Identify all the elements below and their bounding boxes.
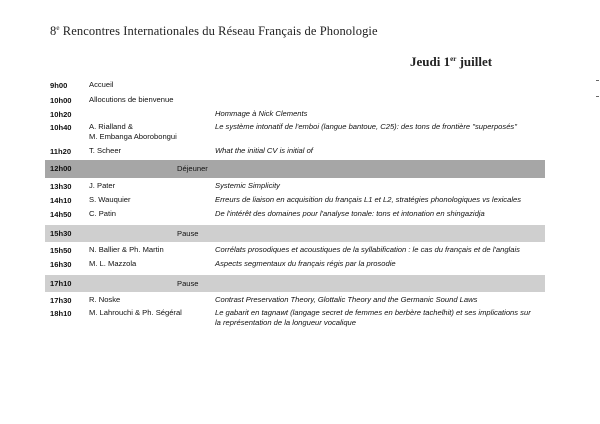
session-time: 9h00 <box>50 81 68 90</box>
talk-title: Corrélats prosodiques et acoustiques de la syllabification : le cas du français et de l'anglais <box>215 245 520 254</box>
session-time: 14h10 <box>50 196 72 205</box>
speaker-name: N. Ballier & Ph. Martin <box>89 245 164 254</box>
speaker-name: S. Wauquier <box>89 195 131 204</box>
session-time: 15h30 <box>50 229 72 238</box>
schedule-row <box>45 244 545 256</box>
speaker-name: C. Patin <box>89 209 117 218</box>
talk-title: Contrast Preservation Theory, Glottalic Theory and the Germanic Sound Laws <box>215 295 478 304</box>
session-time: 18h10 <box>50 309 72 318</box>
talk-title: Le système intonatif de l'emboi (langue bantoue, C25): des tons de frontière "superposés" <box>215 122 517 131</box>
schedule-row <box>45 308 545 334</box>
schedule-row <box>45 180 545 192</box>
schedule-row <box>45 208 545 220</box>
session-time: 16h30 <box>50 260 72 269</box>
day-heading: Jeudi 1er juillet <box>410 54 493 69</box>
talk-title: Le gabarit en tagnawt (langage secret de femmes en berbère tachelhit) et ses implications sur la représentation de la longueur vocalique <box>215 308 531 327</box>
session-time: 12h00 <box>50 164 72 173</box>
lunch-break-row <box>45 160 545 178</box>
speaker-name: Allocutions de bienvenue <box>89 95 174 104</box>
speaker-name: Accueil <box>89 80 114 89</box>
speaker-name: M. Lahrouchi & Ph. Ségéral <box>89 308 182 317</box>
speaker-name: J. Pater <box>89 181 116 190</box>
pause-row <box>45 275 545 292</box>
speaker-name: A. Rialland & M. Embanga Aborobongui <box>89 122 177 141</box>
schedule-row <box>45 194 545 206</box>
session-time: 13h30 <box>50 182 72 191</box>
talk-title: Systemic Simplicity <box>215 181 280 190</box>
pause-row <box>45 225 545 242</box>
session-time: 10h20 <box>50 110 72 119</box>
break-label: Pause <box>177 229 199 238</box>
break-label: Déjeuner <box>177 164 208 173</box>
session-time: 10h00 <box>50 96 72 105</box>
session-time: 17h10 <box>50 279 72 288</box>
schedule-row <box>45 109 545 121</box>
schedule-row <box>45 294 545 306</box>
speaker-name: T. Scheer <box>89 146 122 155</box>
page-edge-mark <box>596 96 599 97</box>
schedule-row <box>45 258 545 270</box>
schedule-row <box>45 146 545 158</box>
schedule-row <box>45 122 545 144</box>
speaker-name: M. L. Mazzola <box>89 259 137 268</box>
schedule-row <box>45 95 545 107</box>
session-time: 11h20 <box>50 147 72 156</box>
talk-title: De l'intérêt des domaines pour l'analyse tonale: tons et intonation en shingazidja <box>215 209 485 218</box>
schedule-row <box>45 80 545 92</box>
session-time: 14h50 <box>50 210 72 219</box>
speaker-name: R. Noske <box>89 295 121 304</box>
talk-title: Erreurs de liaison en acquisition du français L1 et L2, stratégies phonologiques vs lexicales <box>215 195 522 204</box>
schedule-table <box>45 80 545 334</box>
session-time: 10h40 <box>50 123 72 132</box>
session-time: 15h50 <box>50 246 72 255</box>
document-title: 8e Rencontres Internationales du Réseau Français de Phonologie <box>50 24 378 38</box>
talk-title: What the initial CV is initial of <box>215 146 313 155</box>
talk-title: Hommage à Nick Clements <box>215 109 308 118</box>
break-label: Pause <box>177 279 199 288</box>
page-edge-mark <box>596 80 599 81</box>
session-time: 17h30 <box>50 296 72 305</box>
talk-title: Aspects segmentaux du français régis par la prosodie <box>215 259 396 268</box>
